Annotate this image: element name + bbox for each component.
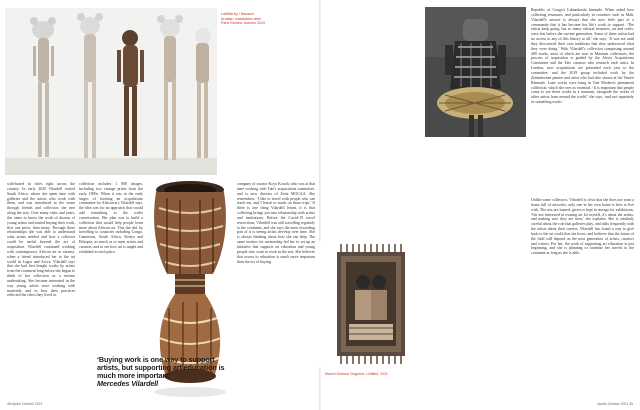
tapestry-illustration (319, 242, 423, 367)
body-text-column: Unlike some collectors, Vilardell is clear that she does not want a home full of artworks; only one in her own home is hers to live with. The rest are loaned, given or kept in storage for exhibitions. ‘I'm not interested in owning art for myself, it's about the artists, and making sure they are seen,’ she explains. She is similarly careful about the role that galleries play, and talks frequently with the artists about their careers. Vilardell has found a way to give back to the art world that she loves, and believes that the future of the field will depend on the next generation of artists, curators and writers. For her, the work of supporting art education is just beginning, and she is planning to continue her travels to the continent as long as she is able. (531, 198, 634, 256)
tapestry-photo (319, 242, 423, 367)
installation-illustration (5, 8, 217, 175)
body-text-column: Republic of Congo's Lubumbashi biennale. When asked how collecting resonates, and particularly in countries such as Mali, Vilardell's answer is always that she now feels part of a community that it has become her life's work to support. ‘The artists keep going, but so many cultural treasures, art and crafts, were lost before the current generation. Some of these artists had no access to any of this history at all,’ she says. ‘It was not until they discovered their own traditions that they understood what they were doing.’ With Vilardell's collection comprising around 400 works, most of which are now in Museum collections, the process of acquisition is guided by the Africa Acquisitions Committee and the Tate curators who research each artist. In London, new acquisitions are presented each year to the committee, and the 2019 group included work by the Zimbabwean painter and artist who had also shown at the Venice Biennale. Later works were hung in Tate Modern's permanent collection, which she sees as essential. ‘It is important that people come to see these works in a museum, alongside the works of other artists from around the world,’ she says, ‘and not separately as something exotic.’ (531, 8, 634, 105)
body-text-column: company of curator Koyo Kouoh, who was at that time working with Tate's acquisitions committee, and is now director of Zeitz MOCAA. She remembers, ‘I like to travel with people who can teach me, and I learnt so much on those trips.’ If there is one thing Vilardell learnt, it is that collecting brings you into relationship with artists and institutions. Before the Covid-19 travel restrictions, Vilardell was still travelling regularly to the continent, and she says the most rewarding part of it is seeing artists develop over time. She is always thinking about how she can help. The same instinct for mentorship led her to set up an initiative that supports art education and young people who want to work in the arts. She believes that access to education is much more important than the act of buying. (237, 182, 315, 264)
installation-photo (5, 8, 217, 175)
artwork-photo (425, 7, 526, 137)
page-folio-left: 48 Apollo October 2021 (7, 402, 43, 406)
tapestry-caption: Marcel Ondoua Onguene, Untitled, 2021 (325, 372, 388, 376)
photo-caption: Laëtitia Ky / Nazanin Ardalan, Installation view: Paris Review, Autumn 2019 (221, 12, 265, 26)
body-text-column: collection includes 1 800 images, including two vintage prints from the early 1900s. When it was in the early stages of forming an acquisitions committee for African art, Vilardell says, the idea was for an approach that would add something to the wider conversation. Her plan was to build a collection that would help people learn more about African art. This she did, by travelling to countries including Congo, Cameroon, South Africa, Kenya and Ethiopia, as much as to meet artists and curators, and to see how art is taught and exhibited in each place. (79, 182, 143, 254)
body-text-column: with-based in cities right across the country. In early 2020 Vilardell visited South Africa, where she spent time with galleries and the artists who work with them, and was introduced to the scene through friends and collectors she met along the way. Over many visits and years, she came to know the work of dozens of young artists and started buying their work, first one piece, then many. Through these relationships she was able to understand what artists needed and how a collector could be useful beyond the act of acquisition. Vilardell continued working with contemporary African art in earnest, when a friend introduced her to the art world in Lagos and Accra. Vilardell says that she had first bought works by artists from the continent long before she began to think of her collection as a serious undertaking. She became interested in the way young artists were working with materials, and in how their practices reflected the cities they lived in. (7, 182, 75, 298)
masked-figure-illustration (425, 7, 526, 137)
page-folio-right: Apollo October 2021 49 (597, 402, 633, 406)
pull-quote-text: ‘Buying work is one way to support artists, but supporting art education is much more important’ (97, 355, 225, 380)
pull-quote (97, 356, 225, 388)
pull-quote-attribution: Mercedes Vilardell (97, 378, 159, 388)
